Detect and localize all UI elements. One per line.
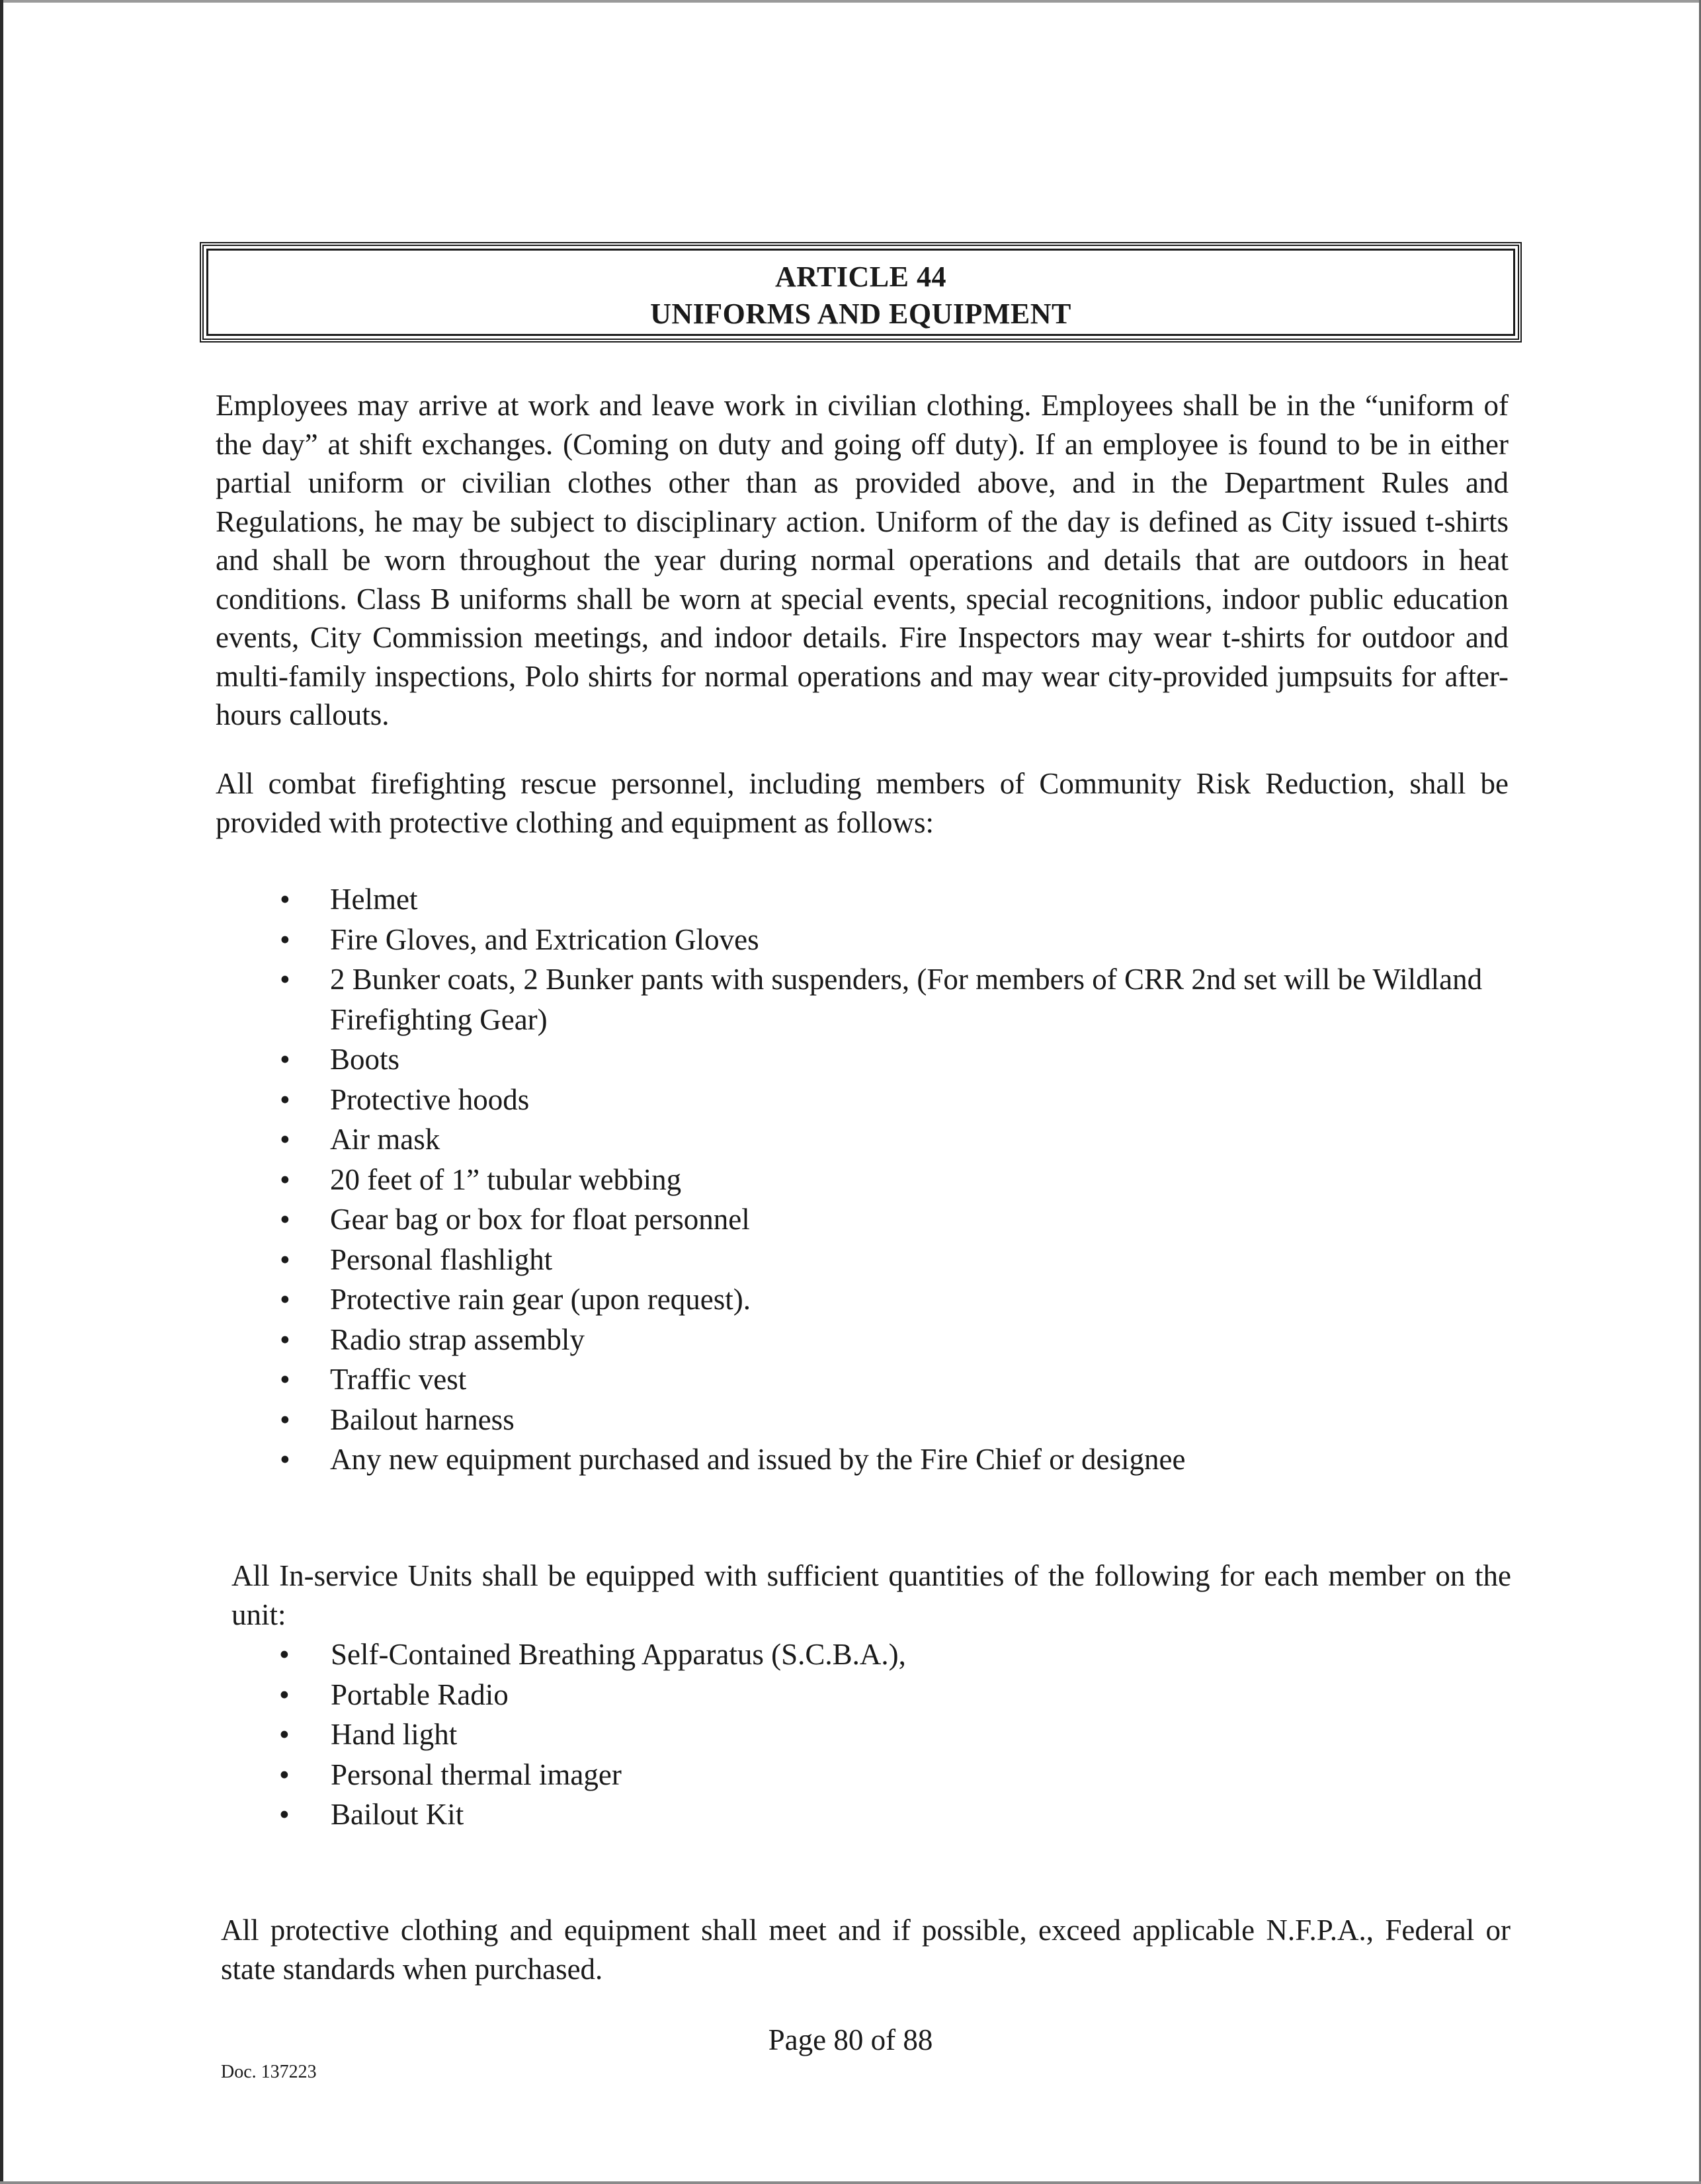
article-number: ARTICLE 44 bbox=[775, 261, 946, 293]
list-item-text: Any new equipment purchased and issued by the Fire Chief or designee bbox=[330, 1443, 1186, 1476]
list-item bbox=[216, 879, 1509, 920]
bullet-icon: • bbox=[279, 1718, 290, 1751]
standards-section bbox=[221, 1911, 1511, 1988]
list-item-text: Traffic vest bbox=[330, 1363, 467, 1396]
list-item-text: Personal thermal imager bbox=[331, 1758, 622, 1791]
protective-items-list bbox=[216, 879, 1509, 1480]
list-item bbox=[216, 1119, 1509, 1160]
article-title: UNIFORMS AND EQUIPMENT bbox=[650, 298, 1071, 330]
list-item bbox=[231, 1635, 1511, 1675]
bullet-icon: • bbox=[280, 922, 290, 956]
unit-items-section bbox=[231, 1635, 1511, 1835]
list-item bbox=[231, 1795, 1511, 1835]
list-item bbox=[216, 959, 1509, 1039]
uniform-section bbox=[216, 386, 1509, 735]
list-item bbox=[216, 1080, 1509, 1120]
list-item-text: Bailout Kit bbox=[331, 1798, 464, 1831]
bullet-icon: • bbox=[280, 883, 290, 916]
list-item bbox=[231, 1755, 1511, 1795]
list-item-text: Hand light bbox=[331, 1718, 458, 1751]
list-item bbox=[216, 1160, 1509, 1200]
list-item bbox=[216, 1359, 1509, 1400]
list-item bbox=[216, 1279, 1509, 1320]
page-edge-bottom bbox=[0, 2181, 1701, 2184]
bullet-icon: • bbox=[280, 1402, 290, 1436]
list-item-text: Air mask bbox=[330, 1123, 440, 1156]
article-title-box bbox=[200, 242, 1522, 343]
bullet-icon: • bbox=[280, 1322, 290, 1356]
list-item bbox=[216, 1400, 1509, 1440]
bullet-icon: • bbox=[280, 963, 290, 996]
bullet-icon: • bbox=[280, 1043, 290, 1076]
bullet-icon: • bbox=[280, 1203, 290, 1236]
list-item-text: Personal flashlight bbox=[330, 1242, 553, 1276]
bullet-icon: • bbox=[280, 1283, 290, 1316]
page-edge-top bbox=[0, 0, 1701, 3]
bullet-icon: • bbox=[280, 1162, 290, 1196]
bullet-icon: • bbox=[280, 1443, 290, 1476]
bullet-icon: • bbox=[279, 1758, 290, 1791]
protective-items-section bbox=[216, 879, 1509, 1480]
list-item-text: 20 feet of 1” tubular webbing bbox=[330, 1162, 682, 1196]
list-item-text: 2 Bunker coats, 2 Bunker pants with suspenders, (For members of CRR 2nd set will be Wildland Firefighting Gear) bbox=[330, 963, 1483, 1036]
uniform-paragraph: Employees may arrive at work and leave work in civilian clothing. Employees shall be in the “uniform of the day” at shift exchanges. (Coming on duty and going off duty). If an employee is found to be in either partial uniform or civilian clothes other than as provided above, and in the Department Rules and Regulations, he may be subject to disciplinary action. Uniform of the day is defined as City issued t-shirts and shall be worn throughout the year during normal operations and details that are outdoors in heat conditions. Class B uniforms shall be worn at special events, special recognitions, indoor public education events, City Commission meetings, and indoor details. Fire Inspectors may wear t-shirts for outdoor and multi-family inspections, Polo shirts for normal operations and may wear city-provided jumpsuits for after-hours callouts. bbox=[216, 389, 1509, 731]
bullet-icon: • bbox=[280, 1242, 290, 1276]
protective-intro-paragraph: All combat firefighting rescue personnel, including members of Community Risk Reduction, shall be provided with protective clothing and equipment as follows: bbox=[216, 767, 1509, 839]
units-intro-section bbox=[231, 1557, 1511, 1634]
page-edge-left bbox=[0, 0, 3, 2184]
bullet-icon: • bbox=[280, 1082, 290, 1116]
list-item-text: Portable Radio bbox=[331, 1678, 509, 1711]
protective-intro-section bbox=[216, 764, 1509, 842]
list-item-text: Helmet bbox=[330, 883, 418, 916]
list-item bbox=[231, 1715, 1511, 1755]
list-item bbox=[216, 1240, 1509, 1280]
list-item-text: Boots bbox=[330, 1043, 400, 1076]
bullet-icon: • bbox=[279, 1678, 290, 1711]
list-item-text: Self-Contained Breathing Apparatus (S.C.B.A.), bbox=[331, 1638, 906, 1671]
list-item bbox=[216, 1199, 1509, 1240]
article-title-inner bbox=[206, 249, 1515, 336]
units-intro-paragraph: All In-service Units shall be equipped with sufficient quantities of the following for each member on the unit: bbox=[231, 1559, 1511, 1631]
standards-paragraph: All protective clothing and equipment shall meet and if possible, exceed applicable N.F.P.A., Federal or state standards when purchased. bbox=[221, 1914, 1511, 1986]
bullet-icon: • bbox=[279, 1638, 290, 1671]
list-item-text: Radio strap assembly bbox=[330, 1322, 585, 1356]
list-item bbox=[216, 1039, 1509, 1080]
list-item-text: Protective rain gear (upon request). bbox=[330, 1283, 751, 1316]
bullet-icon: • bbox=[279, 1798, 290, 1831]
list-item bbox=[216, 1320, 1509, 1360]
page-number: Page 80 of 88 bbox=[768, 2023, 933, 2056]
list-item bbox=[216, 920, 1509, 960]
doc-number: Doc. 137223 bbox=[221, 2062, 317, 2082]
list-item-text: Fire Gloves, and Extrication Gloves bbox=[330, 922, 759, 956]
list-item-text: Protective hoods bbox=[330, 1082, 530, 1116]
list-item bbox=[231, 1675, 1511, 1715]
bullet-icon: • bbox=[280, 1123, 290, 1156]
list-item bbox=[216, 1439, 1509, 1480]
list-item-text: Bailout harness bbox=[330, 1402, 515, 1436]
unit-items-list bbox=[231, 1635, 1511, 1835]
bullet-icon: • bbox=[280, 1363, 290, 1396]
list-item-text: Gear bag or box for float personnel bbox=[330, 1203, 750, 1236]
